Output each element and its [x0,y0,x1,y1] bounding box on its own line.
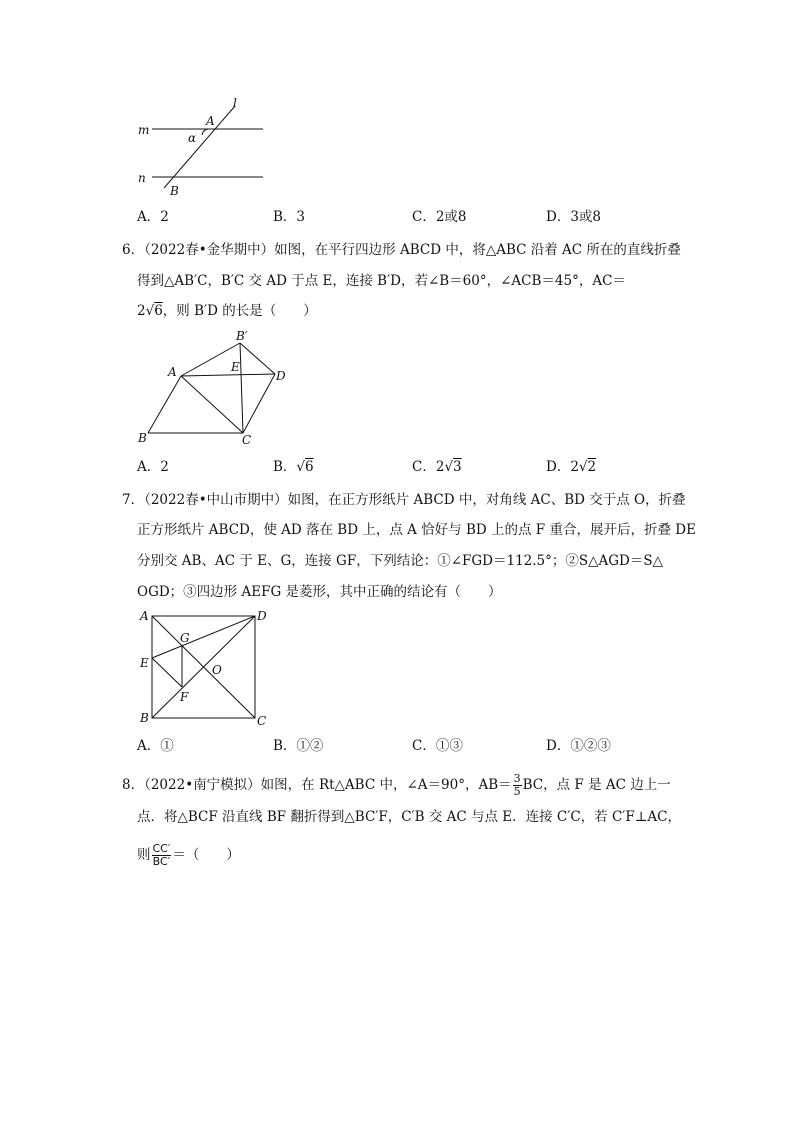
q8-ratio: $\frac{CC'}{BC'}$ [152,842,171,868]
label-m: m [138,123,150,137]
line-l [164,106,235,188]
q5-figure [130,96,270,200]
seg-AC [181,376,243,433]
label-O: O [212,663,222,677]
q5-option-c: C．2或8 [412,209,467,225]
q7-source: （2022春•中山市期中） [144,492,288,508]
q8-line1 [122,773,671,798]
q5-option-b: B．3 [273,209,306,225]
q6-option-b: B．√6 [273,459,314,475]
angle-alpha-arc [202,129,208,135]
q6-option-d: D．2√2 [546,459,597,475]
q8-stem-1b: BC，点 F 是 AC 边上一 [522,777,671,793]
label-alpha: α [188,131,197,145]
q7-stem-1: 如图，在正方形纸片 ABCD 中，对角线 AC、BD 交于点 O，折叠 [287,492,686,508]
label-n: n [138,171,146,185]
q7-option-a: A．① [137,738,174,754]
q6-option-c: C．2√3 [412,459,462,475]
label-F: F [180,690,189,704]
label-G: G [180,631,190,645]
label-l: l [233,96,237,110]
seg-B'D [240,343,275,374]
label-A: A [206,114,215,128]
q8-source: （2022•南宁模拟） [144,777,261,793]
label-D: D [257,609,267,623]
q6-ac-coef: 2 [137,303,146,319]
q6-line3: 2√6，则 B′D 的长是（ ） [137,303,317,319]
q8-fraction: $\frac{3}{5}$ [513,772,521,798]
q8-stem-1a: 如图，在 Rt△ABC 中，∠A＝90°，AB＝ [260,777,512,793]
label-B: B [138,431,147,445]
q8-line2: 点．将△BCF 沿直线 BF 翻折得到△BC′F，C′B 交 AC 与点 E．连接 C′C，若 C′F⊥AC， [137,809,681,825]
q7-line4: OGD；③四边形 AEFG 是菱形，其中正确的结论有（ ） [137,584,502,600]
q6-stem-1: 如图，在平行四边形 ABCD 中，将△ABC 沿着 AC 所在的直线折叠 [274,242,681,258]
label-C: C [257,714,267,728]
q7-line2: 正方形纸片 ABCD，使 AD 落在 BD 上，点 A 恰好与 BD 上的点 F 重合，展开后，折叠 DE [137,522,696,538]
q8-line3: 则 $\frac{CC'}{BC'}$ ＝（ ） [137,842,240,868]
label-A: A [168,365,177,379]
q7-option-d: D．①②③ [546,738,611,754]
q8-number: 8． [122,777,145,793]
q6-source: （2022春•金华期中） [144,242,275,258]
q7-option-c: C．①③ [412,738,463,754]
label-B: B [170,184,179,198]
seg-B'C [240,343,243,433]
label-B': B′ [236,329,248,343]
label-C: C [242,433,252,447]
q5-option-d: D．3或8 [546,209,602,225]
q6-ac-radicand: 6 [154,303,163,319]
q7-line1 [122,491,686,509]
q6-option-a: A．2 [137,459,169,475]
seg-AB [148,376,181,433]
q7-figure [136,606,276,730]
seg-AD [181,374,275,376]
label-B: B [140,711,149,725]
seg-EF [152,658,182,687]
seg-DE [152,616,255,658]
q6-stem-3: ，则 B′D 的长是（ ） [162,303,317,319]
q6-line1 [122,241,681,259]
label-E: E [140,656,149,670]
q6-number: 6． [122,242,145,258]
label-E: E [231,360,240,374]
label-A: A [140,609,149,623]
q7-number: 7． [122,492,145,508]
q7-option-b: B．①② [273,738,324,754]
q6-figure [130,326,300,448]
q6-line2: 得到△AB′C，B′C 交 AD 于点 E，连接 B′D，若∠B＝60°，∠ACB＝45°，AC＝ [137,273,626,289]
q5-option-a: A．2 [137,209,169,225]
q7-line3: 分别交 AB、AC 于 E、G，连接 GF，下列结论：①∠FGD＝112.5°；②S△AGD＝S△ [137,553,664,569]
seg-CD [243,374,275,433]
label-D: D [276,369,286,383]
